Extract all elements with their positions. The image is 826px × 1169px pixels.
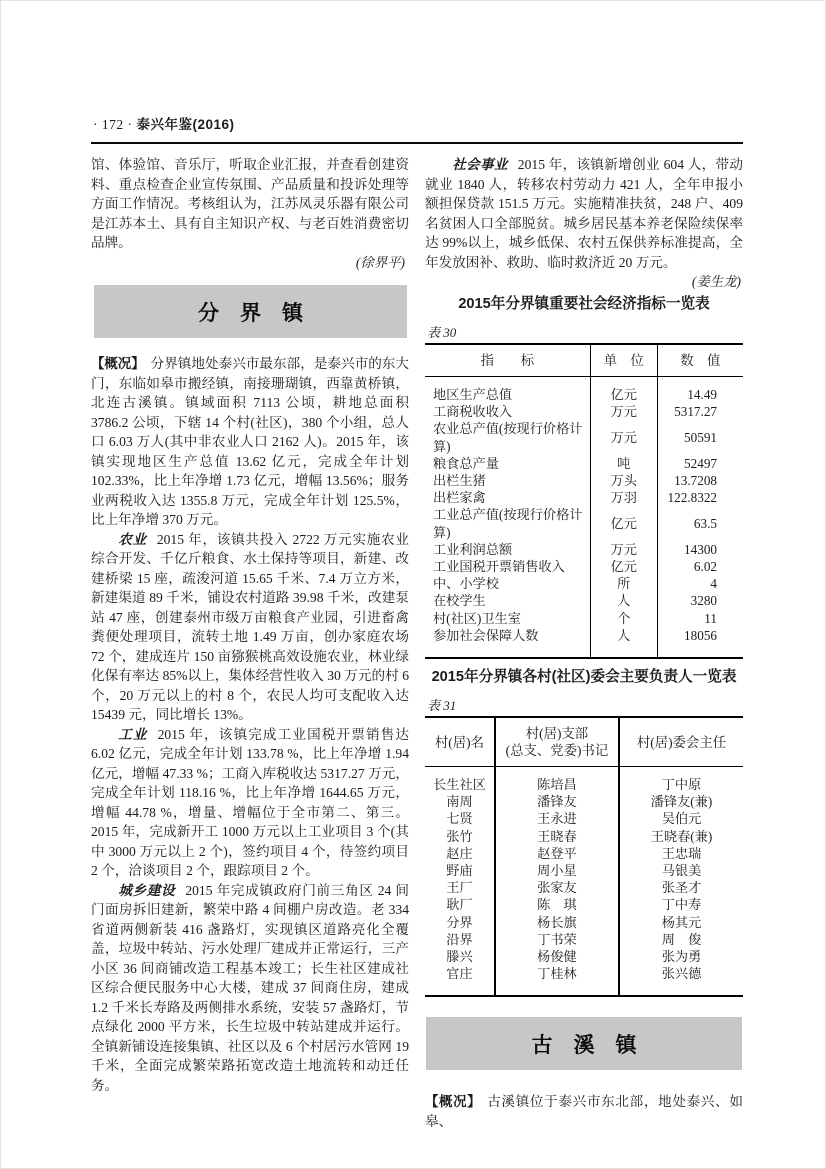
- table-cell: 丁中原: [661, 777, 702, 793]
- table-cell: 沿界: [425, 931, 495, 948]
- table-row: [425, 541, 743, 558]
- gaikuang-guxi-text: 古溪镇位于泰兴市东北部，地处泰兴、如皋、: [425, 1094, 744, 1129]
- table-row: [425, 558, 743, 575]
- table30-title: 2015年分界镇重要社会经济指标一览表: [458, 296, 710, 312]
- table-cell: 13.7208: [674, 473, 717, 489]
- book-title: 泰兴年鉴(2016): [136, 117, 235, 132]
- table-cell: 出栏家禽: [425, 489, 590, 506]
- table-cell: 所: [590, 575, 657, 592]
- table-cell: 工业国税开票销售收入: [425, 558, 590, 575]
- paragraph-continued: 馆、体验馆、音乐厅，听取企业汇报，并查看创建资料、重点检查企业宣传氛围、产品质量和投诉处理等方面工作情况。考核组认为，江苏凤灵乐器有限公司是江苏本土、具有自主知识产权、与老百姓消费密切品牌。: [91, 157, 409, 250]
- table-cell: 吴伯元: [661, 811, 702, 827]
- table-cell: 王晓春: [495, 828, 619, 845]
- table-cell: 南周: [425, 793, 495, 810]
- table-header-row: [425, 717, 743, 767]
- table-cell: 赵登平: [495, 845, 619, 862]
- table-row: [425, 610, 743, 627]
- table-cell: 周 俊: [661, 931, 702, 947]
- paragraph-gongye: [91, 725, 409, 881]
- section-title: 分 界 镇: [198, 301, 303, 325]
- section-header-guxi: [426, 1017, 742, 1070]
- right-column: [425, 155, 743, 1131]
- table-cell: 6.02: [693, 559, 717, 575]
- table-cell: 63.5: [693, 516, 717, 532]
- table-cell: 5317.27: [674, 404, 717, 420]
- table-cell: 分界: [425, 914, 495, 931]
- page-number: · 172 ·: [93, 117, 133, 132]
- economic-indicators-table: [425, 343, 743, 659]
- table-cell: 王忠瑞: [661, 845, 702, 861]
- table-row: [425, 575, 743, 592]
- table-row: [425, 845, 743, 862]
- table31-title: 2015年分界镇各村(社区)委会主要负责人一览表: [431, 669, 737, 686]
- table-cell: 官庄: [425, 965, 495, 996]
- table-row: [425, 489, 743, 506]
- table-header-row: [425, 344, 743, 377]
- table-cell: 长生社区: [425, 767, 495, 794]
- table-cell: 杨长旗: [495, 914, 619, 931]
- table-row: [425, 506, 743, 540]
- gaikuang-label: 【概况】: [91, 356, 145, 371]
- table-row: [425, 896, 743, 913]
- col-header-value: 数 值: [657, 344, 743, 377]
- table-cell: 122.8322: [667, 490, 717, 506]
- table-cell: 七贤: [425, 810, 495, 827]
- col-header-village: 村(居)名: [425, 717, 495, 767]
- table-cell: 万头: [590, 472, 657, 489]
- table31-label: 表 31: [427, 698, 457, 714]
- table-cell: 王永进: [495, 810, 619, 827]
- table-cell: 农业总产值(按现行价格计算): [425, 420, 590, 454]
- table-cell: 张竹: [425, 828, 495, 845]
- table-cell: 丁中寿: [661, 897, 702, 913]
- table-cell: 陈 琪: [495, 896, 619, 913]
- table-cell: 参加社会保障人数: [425, 627, 590, 658]
- table-cell: 张家友: [495, 879, 619, 896]
- table-cell: 地区生产总值: [425, 377, 590, 404]
- col-header-director: 村(居)委会主任: [619, 717, 743, 767]
- table-row: [425, 810, 743, 827]
- table-cell: 王厂: [425, 879, 495, 896]
- table-row: [425, 828, 743, 845]
- table-cell: 马银美: [661, 863, 702, 879]
- table-cell: 赵庄: [425, 845, 495, 862]
- table-row: [425, 767, 743, 794]
- col-header-indicator: 指 标: [425, 344, 590, 377]
- table-cell: 滕兴: [425, 948, 495, 965]
- table-cell: 3280: [690, 593, 717, 609]
- table-row: [425, 965, 743, 996]
- table-cell: 工商税收收入: [425, 403, 590, 420]
- table-row: [425, 914, 743, 931]
- table-cell: 亿元: [590, 506, 657, 540]
- table-cell: 万元: [590, 403, 657, 420]
- table-cell: 14.49: [687, 387, 717, 402]
- table-cell: 粮食总产量: [425, 455, 590, 472]
- table-row: [425, 472, 743, 489]
- table-row: [425, 862, 743, 879]
- table-cell: 18056: [684, 627, 717, 643]
- table-cell: 吨: [590, 455, 657, 472]
- table-row: [425, 948, 743, 965]
- table-cell: 万羽: [590, 489, 657, 506]
- table-cell: 万元: [590, 420, 657, 454]
- table-cell: 亿元: [590, 377, 657, 404]
- shehui-label: 社会事业: [452, 157, 508, 172]
- paragraph-shehui: [425, 155, 743, 289]
- section-title: 古 溪 镇: [531, 1033, 637, 1057]
- table-row: [425, 403, 743, 420]
- table-cell: 14300: [684, 541, 717, 557]
- table-row: [425, 455, 743, 472]
- village-leaders-table: [425, 716, 743, 997]
- table-cell: 耿厂: [425, 896, 495, 913]
- paragraph-gaikuang: [91, 354, 409, 530]
- table-cell: 4: [710, 576, 717, 592]
- author-byline: (徐界平): [355, 254, 405, 270]
- table-cell: 52497: [684, 455, 717, 471]
- chengxiang-label: 城乡建设: [118, 882, 176, 898]
- left-column: [91, 155, 409, 1131]
- table-cell: 潘锋友(兼): [650, 794, 713, 810]
- table-cell: 亿元: [590, 558, 657, 575]
- table30-label: 表 30: [427, 325, 457, 340]
- gongye-text: 2015 年，该镇完成工业国税开票销售达 6.02 亿元，完成全年计划 133.78 %，比上年净增 1.94 亿元，增幅 47.33 %；工商入库税收达 5317.27 万元，完成全年计划 118.16 %，比上年净增 1644.65 万元，增幅 44.78 %，增量、增幅位于全市第二、第三。2015 年，完成新开工 1000 万元以上工业项目 3 个(其中 3000 万元以上 2 个)，签约项目 4 个，待签约项目 2 个，洽谈项目 2 个，跟踪项目 2 个。: [91, 726, 409, 878]
- table-row: [425, 377, 743, 404]
- author-byline: (姜生龙): [691, 274, 741, 289]
- header-rule: [91, 142, 743, 144]
- table-cell: 人: [590, 627, 657, 658]
- table-cell: 张圣才: [661, 880, 702, 896]
- table-cell: 50591: [684, 430, 717, 445]
- nongye-label: 农业: [118, 531, 147, 547]
- table-cell: 11: [704, 610, 717, 626]
- table-cell: 周小星: [495, 862, 619, 879]
- table-cell: 在校学生: [425, 592, 590, 609]
- col-header-secretary: 村(居)支部 (总支、党委)书记: [495, 717, 619, 767]
- page-content: [91, 113, 743, 1131]
- table-cell: 陈培昌: [495, 767, 619, 794]
- shehui-text: 2015 年，该镇新增创业 604 人，带动就业 1840 人，转移农村劳动力 421 人，全年申报小额担保贷款 151.5 万元。实施精准扶贫，248 户、409 名贫困人口全部脱贫。城乡居民基本养老保险续保率达 99%以上，城乡低保、农村五保供养标准提高，全年发放困补、救助、临时救济近 20 万元。: [425, 157, 743, 270]
- table-cell: 出栏生猪: [425, 472, 590, 489]
- table-cell: 潘锋友: [495, 793, 619, 810]
- table-cell: 丁书荣: [495, 931, 619, 948]
- table-cell: 张兴德: [661, 966, 702, 982]
- table-cell: 丁桂林: [495, 965, 619, 996]
- gaikuang-text: 分界镇地处泰兴市最东部，是泰兴市的东大门，东临如皋市搬经镇，南接珊瑚镇，西靠黄桥镇，北连古溪镇。镇域面积 7113 公顷，耕地总面积 3786.2 公顷，下辖 14 个村(社区)，380 个小组，总人口 6.03 万人(其中非农业人口 2162 人)。2015 年，该镇实现地区生产总值 13.62 亿元，完成全年计划 102.33%，比上年净增 1.73 亿元，增幅 13.56%；服务业两税收入达 1355.8 万元，完成全年计划 125.5%，比上年净增 370 万元。: [91, 356, 410, 527]
- table-row: [425, 420, 743, 454]
- paragraph-chengxiang: [91, 881, 409, 1096]
- chengxiang-text: 2015 年完成镇政府门前三角区 24 间门面房拆旧建新，繁荣中路 4 间棚户房改造。老 334 省道两侧新装 416 盏路灯，实现镇区道路亮化全覆盖，垃圾中转站、污水处理厂建成并正常运行，三产小区 36 间商铺改造工程基本竣工；长生社区建成社区综合便民服务中心大楼，建成 37 间商住房，建成 1.2 千米长寿路及两侧排水系统，安装 57 盏路灯，节点绿化 2000 平方米，长生垃圾中转站建成并运行。全镇新铺设连接集镇、社区以及 6 个村居污水管网 19 千米，全面完成繁荣路拓宽改造土地流转和动迁任务。: [91, 882, 410, 1093]
- table-row: [425, 592, 743, 609]
- columns: [91, 155, 743, 1131]
- table-cell: 万元: [590, 541, 657, 558]
- table-cell: 个: [590, 610, 657, 627]
- table-row: [425, 879, 743, 896]
- table-row: [425, 931, 743, 948]
- table-cell: 村(社区)卫生室: [425, 610, 590, 627]
- table-cell: 人: [590, 592, 657, 609]
- table-cell: 中、小学校: [425, 575, 590, 592]
- paragraph-gaikuang-guxi: [425, 1092, 743, 1131]
- table-row: [425, 793, 743, 810]
- paragraph-nongye: [91, 530, 409, 725]
- gongye-label: 工业: [118, 726, 148, 742]
- table-cell: 工业总产值(按现行价格计算): [425, 506, 590, 540]
- table-cell: 王晓春(兼): [650, 828, 713, 844]
- gaikuang-label: 【概况】: [425, 1094, 482, 1110]
- running-head: [91, 113, 743, 135]
- table-cell: 杨俊健: [495, 948, 619, 965]
- table-cell: 工业利润总额: [425, 541, 590, 558]
- nongye-text: 2015 年，该镇共投入 2722 万元实施农业综合开发、千亿斤粮食、水土保持等项目，新建、改建桥梁 15 座，疏浚河道 15.65 千米、7.4 万立方米，新建渠道 89 千米，铺设农村道路 39.98 千米，改建泵站 47 座，创建泰州市级万亩粮食产业园，引进畜禽粪便处理项目，流转土地 1.49 万亩，创办家庭农场 72 个，建成连片 150 亩猕猴桃高效设施农业，林业绿化保有率达 85%以上，集体经营性收入 30 万元的村 6 个，20 万元以上的村 8 个，农民人均可支配收入达 15439 元，同比增长 13%。: [91, 531, 409, 722]
- col-header-unit: 单 位: [590, 344, 657, 377]
- table-row: [425, 627, 743, 658]
- table-cell: 杨其元: [661, 914, 702, 930]
- table-cell: 野庙: [425, 862, 495, 879]
- table-cell: 张为勇: [661, 949, 702, 965]
- section-header-fenjie: [94, 285, 407, 338]
